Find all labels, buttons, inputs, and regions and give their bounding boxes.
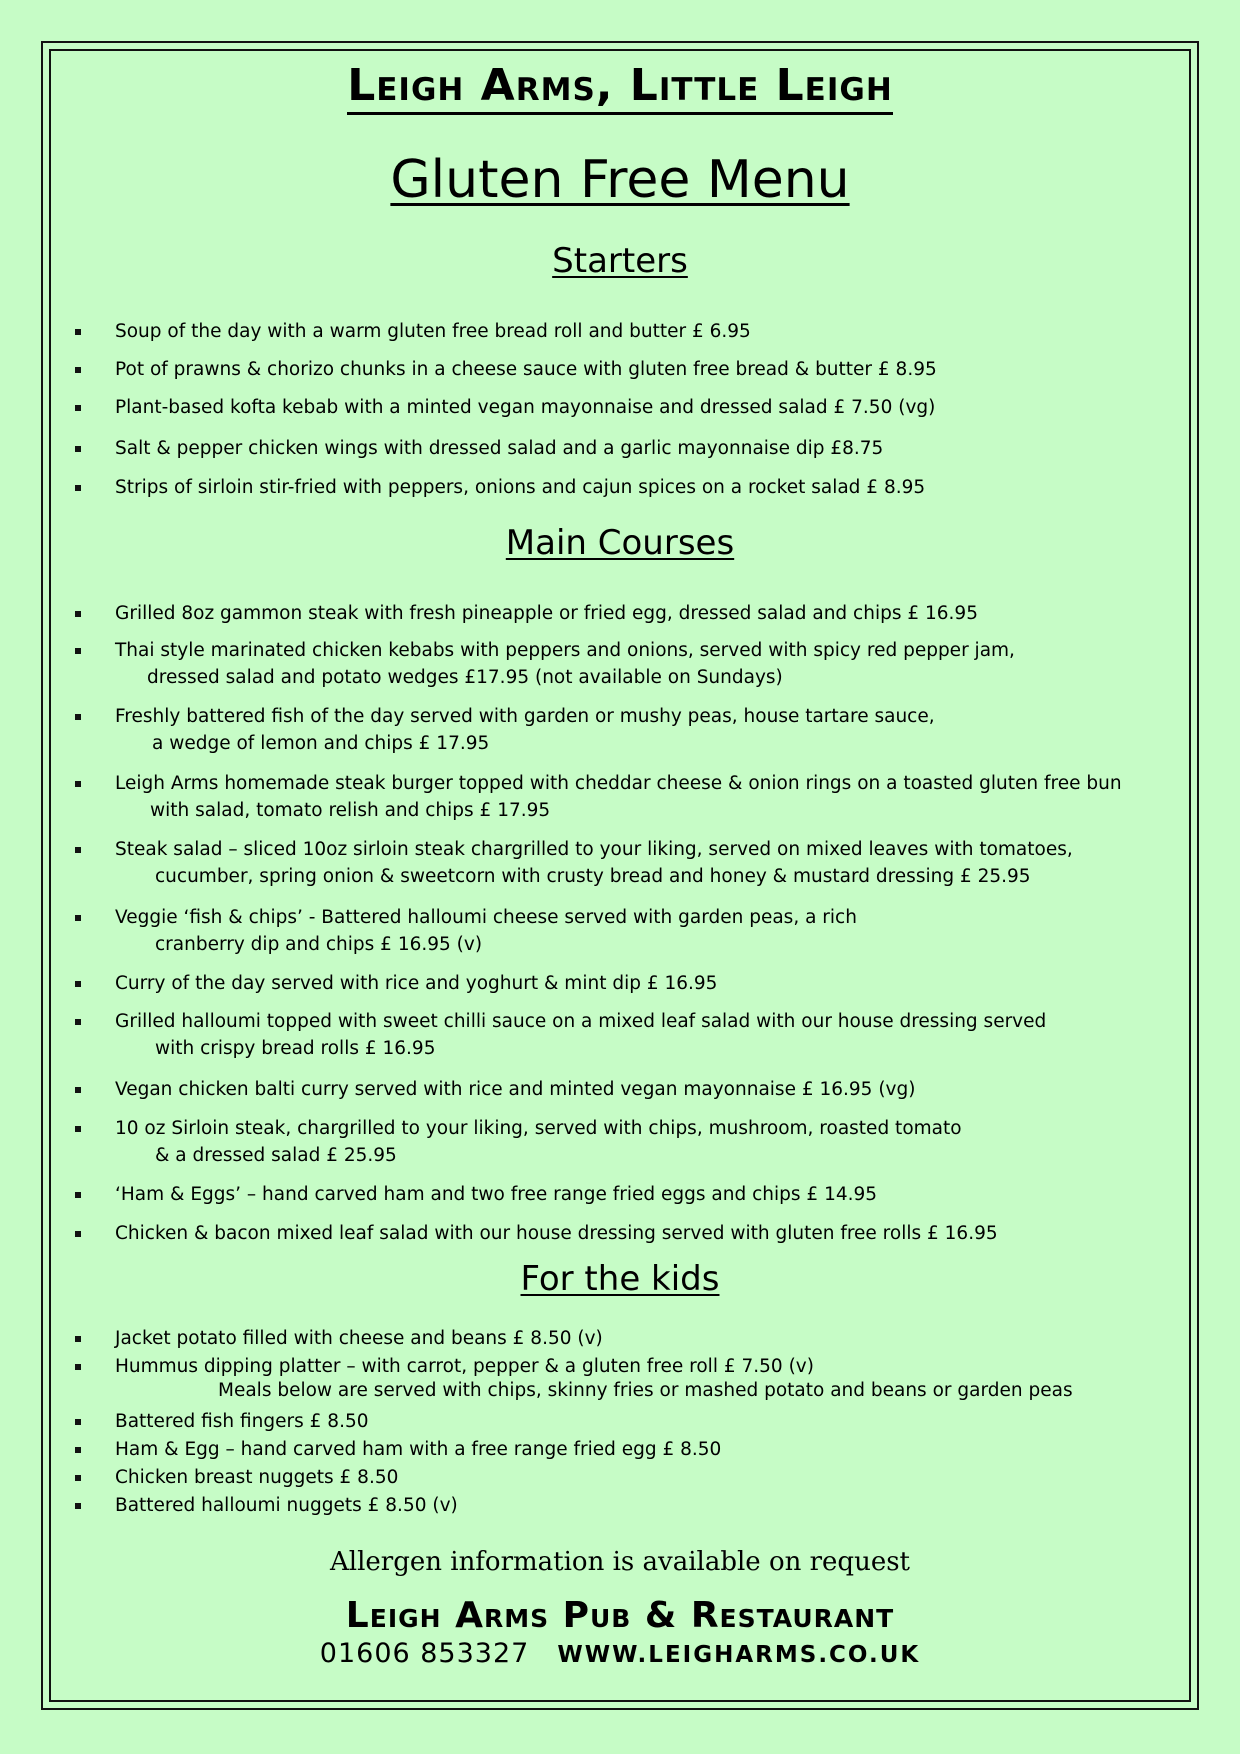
item-text: Curry of the day served with rice and yoghurt & mint dip £ 16.95 [115,973,718,994]
bullet-icon [75,405,81,411]
website-link[interactable]: WWW.LEIGHARMS.CO.UK [557,1642,921,1668]
mains-heading [60,522,1180,564]
bullet-icon [75,367,81,373]
allergen-notice: Allergen information is available on request [329,1547,910,1577]
bullet-icon [75,1126,81,1132]
menu-title-text: Gluten Free Menu [390,150,850,210]
item-text-continued: cranberry dip and chips £ 16.95 (v) [155,934,483,955]
item-text: Plant-based kofta kebab with a minted vegan mayonnaise and dressed salad £ 7.50 (vg) [115,397,936,418]
item-text: Battered halloumi nuggets £ 8.50 (v) [115,1495,458,1516]
bullet-icon [75,446,81,452]
item-text-continued: a wedge of lemon and chips £ 17.95 [152,733,490,754]
item-text-continued: cucumber, spring onion & sweetcorn with crusty bread and honey & mustard dressing £ 25.95 [155,866,1031,887]
item-text: Strips of sirloin stir-fried with peppers, onions and cajun spices on a rocket salad £ 8.95 [115,477,926,498]
bullet-icon [75,1364,81,1370]
kids-heading-text: For the kids [520,1259,720,1299]
bullet-icon [75,1419,81,1425]
item-text: Hummus dipping platter – with carrot, pepper & a gluten free roll £ 7.50 (v) [115,1356,814,1377]
venue-title-text: Leigh Arms, Little Leigh [347,60,893,115]
item-text: Grilled 8oz gammon steak with fresh pineapple or fried egg, dressed salad and chips £ 16.95 [115,603,978,624]
menu-title [60,147,1180,213]
bullet-icon [75,1019,81,1025]
bullet-icon [75,1475,81,1481]
venue-title [60,61,1180,111]
kids-meals-note: Meals below are served with chips, skinny fries or mashed potato and beans or garden peas [218,1380,1073,1401]
item-text: Chicken breast nuggets £ 8.50 [115,1467,399,1488]
bullet-icon [75,1192,81,1198]
item-text: Vegan chicken balti curry served with rice and minted vegan mayonnaise £ 16.95 (vg) [115,1079,916,1100]
footer-contact [60,1637,1180,1672]
item-text: Veggie ‘fish & chips’ - Battered halloumi cheese served with garden peas, a rich [115,907,857,928]
bullet-icon [75,1447,81,1453]
bullet-icon [75,485,81,491]
item-text: ‘Ham & Eggs’ – hand carved ham and two free range fried eggs and chips £ 14.95 [115,1184,878,1205]
bullet-icon [75,847,81,853]
mains-heading-text: Main Courses [505,523,735,563]
kids-heading [60,1258,1180,1300]
item-text-continued: & a dressed salad £ 25.95 [155,1145,397,1166]
item-text: Pot of prawns & chorizo chunks in a cheese sauce with gluten free bread & butter £ 8.95 [115,359,937,380]
item-text: Ham & Egg – hand carved ham with a free range fried egg £ 8.50 [115,1439,722,1460]
bullet-icon [75,714,81,720]
item-text: Salt & pepper chicken wings with dressed salad and a garlic mayonnaise dip £8.75 [115,438,884,459]
item-text: Jacket potato filled with cheese and beans £ 8.50 (v) [115,1328,603,1349]
bullet-icon [75,648,81,654]
item-text: 10 oz Sirloin steak, chargrilled to your liking, served with chips, mushroom, roasted tomato [115,1118,962,1139]
item-text: Steak salad – sliced 10oz sirloin steak chargrilled to your liking, served on mixed leaves with tomatoes, [115,839,1073,860]
bullet-icon [75,1503,81,1509]
starters-heading [60,240,1180,282]
bullet-icon [75,1231,81,1237]
item-text: Soup of the day with a warm gluten free bread roll and butter £ 6.95 [115,321,751,342]
bullet-icon [75,611,81,617]
item-text-continued: with salad, tomato relish and chips £ 17.95 [150,800,551,821]
item-text: Battered fish fingers £ 8.50 [115,1411,369,1432]
bullet-icon [75,781,81,787]
bullet-icon [75,981,81,987]
bullet-icon [75,915,81,921]
item-text: Freshly battered fish of the day served with garden or mushy peas, house tartare sauce, [115,706,935,727]
bullet-icon [75,1336,81,1342]
phone-number: 01606 853327 [319,1638,530,1669]
starters-heading-text: Starters [552,241,688,281]
item-text: Chicken & bacon mixed leaf salad with our house dressing served with gluten free rolls £ 16.95 [115,1223,998,1244]
footer-venue-name: Leigh Arms Pub & Restaurant [345,1595,895,1636]
bullet-icon [75,329,81,335]
bullet-icon [75,1087,81,1093]
item-text-continued: dressed salad and potato wedges £17.95 (not available on Sundays) [147,667,783,688]
item-text: Grilled halloumi topped with sweet chilli sauce on a mixed leaf salad with our house dressing served [115,1011,1047,1032]
item-text: Thai style marinated chicken kebabs with peppers and onions, served with spicy red pepper jam, [115,640,1015,661]
item-text: Leigh Arms homemade steak burger topped with cheddar cheese & onion rings on a toasted gluten free bun [115,773,1122,794]
item-text-continued: with crispy bread rolls £ 16.95 [155,1038,436,1059]
